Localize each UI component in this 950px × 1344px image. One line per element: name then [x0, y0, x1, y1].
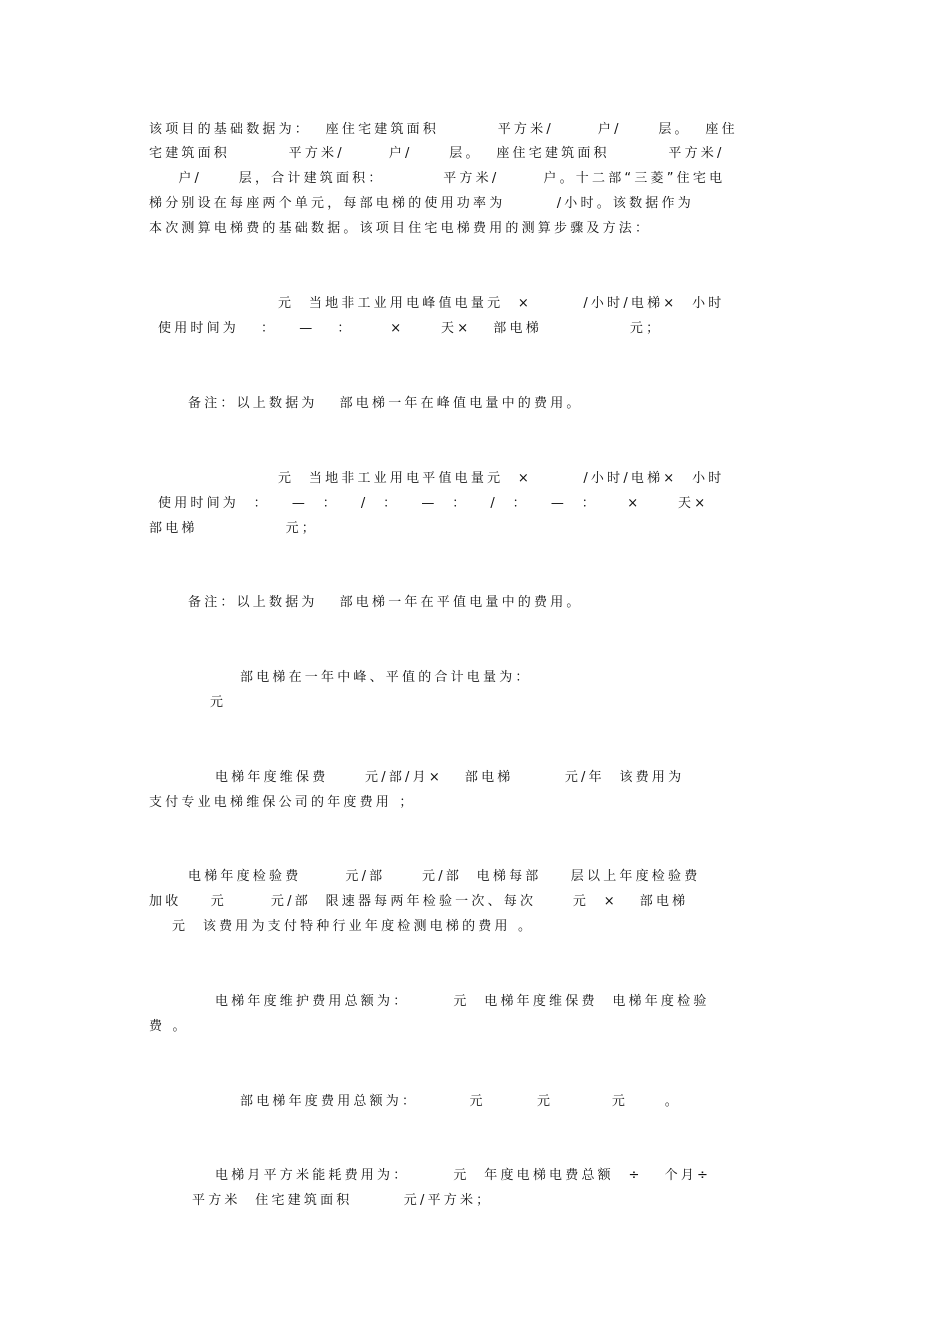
text-line: 电梯年度检验费 元/部 元/部 电梯每部 层以上年度检验费 [188, 869, 701, 884]
text-line: 梯分别设在每座两个单元，每部电梯的使用功率为 /小时。该数据作为 [149, 196, 694, 211]
text-line: 使用时间为 ： — ： / ： — ： / ： — ： × 天× [158, 496, 709, 511]
text-line: 该项目的基础数据为： 座住宅建筑面积 平方米/ 户/ 层。 座住 [149, 122, 738, 137]
text-line: 电梯年度维护费用总额为： 元 电梯年度维保费 电梯年度检验 [215, 994, 710, 1009]
text-line: 元 当地非工业用电峰值电量元 × /小时/电梯× 小时 [278, 296, 725, 311]
text-line: 部电梯年度费用总额为： 元 元 元 。 [240, 1094, 681, 1109]
text-line: 支付专业电梯维保公司的年度费用 ； [149, 795, 416, 810]
text-line: 部电梯在一年中峰、平值的合计电量为： [240, 670, 532, 685]
text-line: 费 。 [149, 1019, 189, 1034]
text-line: 元 当地非工业用电平值电量元 × /小时/电梯× 小时 [278, 471, 725, 486]
text-line: 电梯月平方米能耗费用为： 元 年度电梯电费总额 ÷ 个月÷ [215, 1168, 712, 1183]
text-line: 本次测算电梯费的基础数据。该项目住宅电梯费用的测算步骤及方法： [149, 221, 652, 236]
text-line: 平方米 住宅建筑面积 元/平方米； [192, 1193, 493, 1208]
text-line: 备注：以上数据为 部电梯一年在平值电量中的费用。 [188, 595, 583, 610]
text-line: 部电梯 元； [149, 521, 318, 536]
text-line: 使用时间为 ： — ： × 天× 部电梯 元； [158, 321, 663, 336]
text-line: 元 该费用为支付特种行业年度检测电梯的费用 。 [172, 919, 535, 934]
text-line: 宅建筑面积 平方米/ 户/ 层。 座住宅建筑面积 平方米/ [149, 146, 725, 161]
text-line: 户/ 层，合计建筑面积： 平方米/ 户。十二部“三菱”住宅电 [149, 171, 726, 186]
text-line: 加收 元 元/部 限速器每两年检验一次、每次 元 × 部电梯 [149, 894, 689, 909]
text-line: 备注：以上数据为 部电梯一年在峰值电量中的费用。 [188, 396, 583, 411]
text-line: 元 [210, 695, 227, 710]
text-line: 电梯年度维保费 元/部/月× 部电梯 元/年 该费用为 [215, 770, 685, 785]
